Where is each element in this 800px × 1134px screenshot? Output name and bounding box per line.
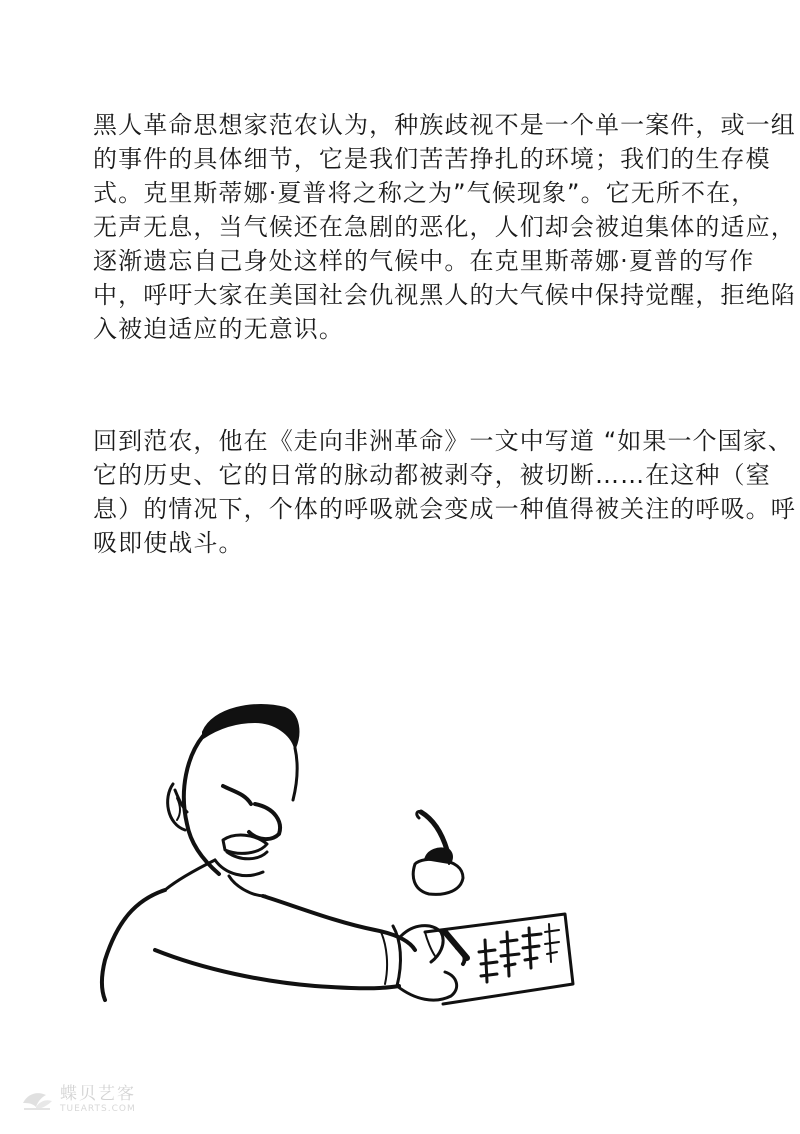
text-line: 回到范农，他在《走向非洲革命》一文中写道 “如果一个国家、 [93,427,793,455]
text-line: 逐渐遗忘自己身处这样的气候中。在克里斯蒂娜·夏普的写作 [93,247,755,275]
text-line: 无声无息，当气候还在急剧的恶化，人们却会被迫集体的适应， [93,213,796,241]
text-line: 中，呼吁大家在美国社会仇视黑人的大气候中保持觉醒，拒绝陷 [93,281,796,309]
text-line: 的事件的具体细节，它是我们苦苦挣扎的环境；我们的生存模 [93,145,771,173]
bird-logo-icon [20,1085,54,1115]
text-line: 入被迫适应的无意识。 [93,315,344,343]
watermark [20,1080,136,1120]
watermark-name-en: TUEARTS.COM [60,1104,136,1114]
text-line: 黑人革命思想家范农认为，种族歧视不是一个单一案件，或一组 [93,111,796,139]
text-line: 息）的情况下，个体的呼吸就会变成一种值得被关注的呼吸。呼 [93,495,796,523]
text-line: 式。克里斯蒂娜·夏普将之称之为”气候现象”。它无所不在， [93,179,757,207]
text-line: 吸即使战斗。 [93,529,244,557]
paragraph-climate [93,108,796,346]
text-line: 它的历史、它的日常的脉动都被剥夺，被切断……在这种（窒 [93,461,771,489]
fanon-writing-illustration [95,700,585,1020]
paragraph-fanon-quote [93,424,796,560]
watermark-name-cn: 蝶贝艺客 [60,1084,136,1104]
paper-text: 行走在牛下 [475,1010,480,1011]
